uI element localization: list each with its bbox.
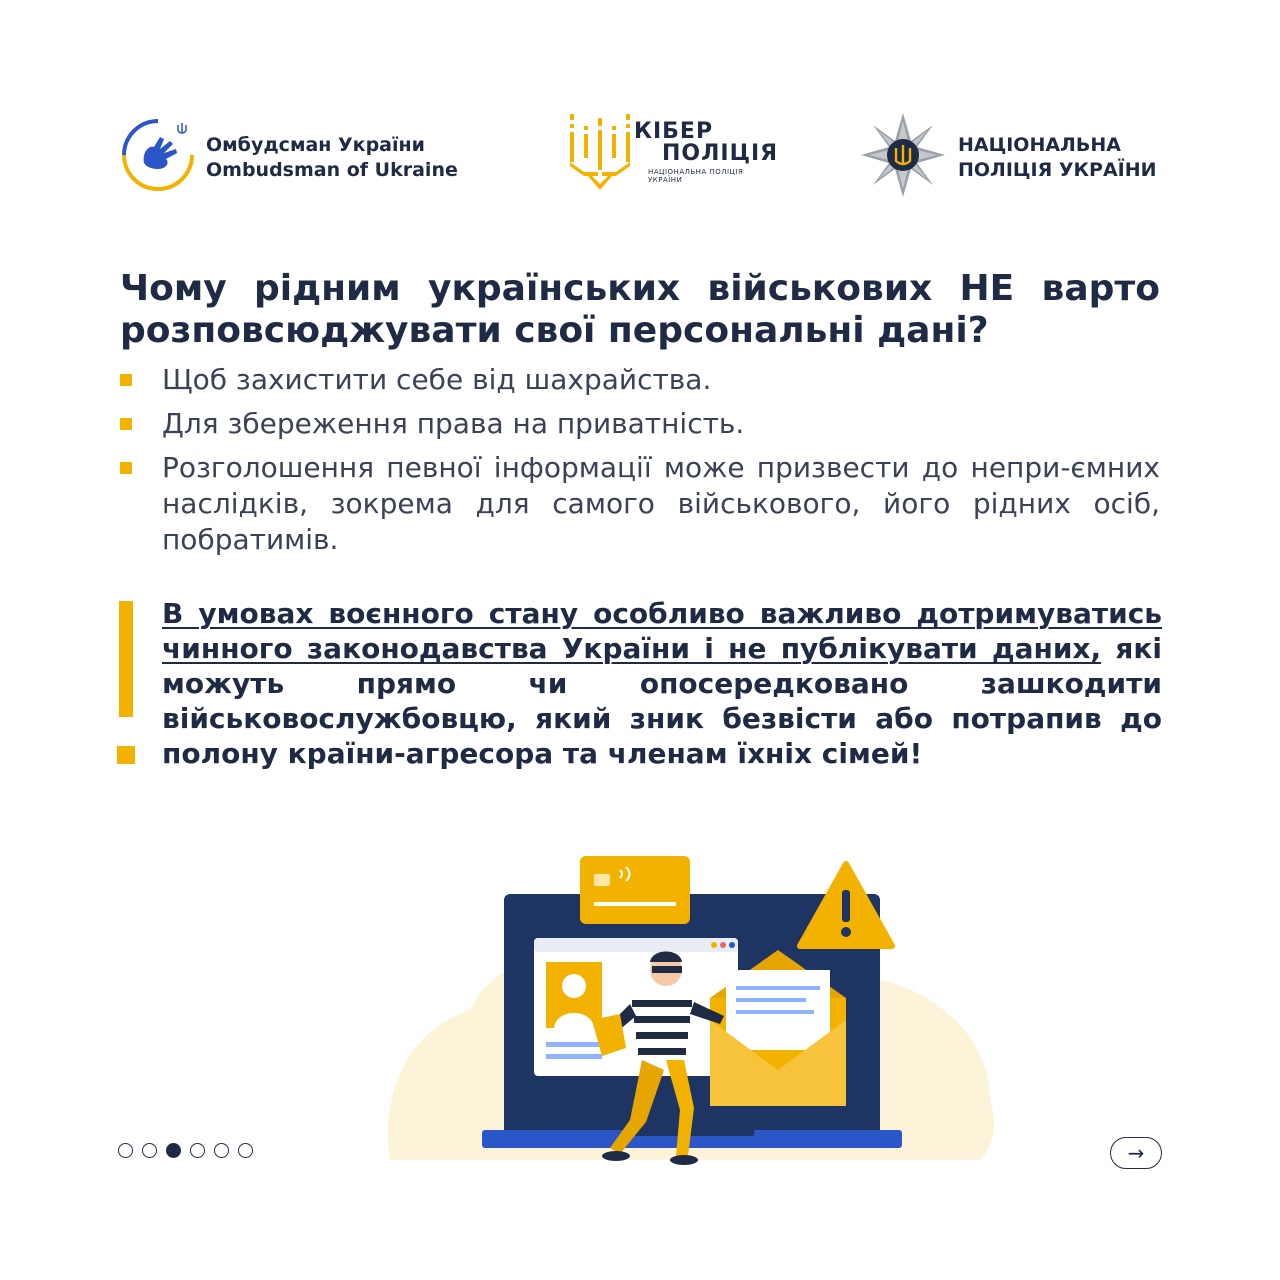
police-name-line1: НАЦІОНАЛЬНА: [958, 134, 1121, 156]
bullet-square-icon: [120, 462, 132, 474]
pagination-dot[interactable]: [166, 1143, 181, 1158]
next-page-button[interactable]: [1110, 1137, 1162, 1169]
credit-card-icon: [580, 856, 690, 924]
pagination-dot[interactable]: [118, 1143, 133, 1158]
pagination-dot[interactable]: [190, 1143, 205, 1158]
bullet-square-icon: [120, 418, 132, 430]
kiber-subtitle-2: УКРАЇНИ: [648, 176, 683, 184]
ombudsman-name-ua: Омбудсман України: [206, 134, 425, 156]
reasons-list: [120, 362, 1160, 566]
bullet-square-icon: [120, 374, 132, 386]
list-item: Розголошення певної інформації може призвести до непри-ємних наслідків, зокрема для самого військового, його рідних осіб, побратимів.: [120, 450, 1160, 558]
page-title: Чому рідним українських військових НЕ варто розповсюджувати свої персональні дані?: [120, 268, 1160, 351]
national-police-logo-text: [958, 133, 1157, 183]
police-name-line2: ПОЛІЦІЯ УКРАЇНИ: [958, 159, 1157, 181]
ombudsman-name-en: Ombudsman of Ukraine: [206, 159, 458, 181]
pagination-dot[interactable]: [142, 1143, 157, 1158]
kiberpolice-logo: [568, 112, 632, 196]
exclamation-dot-icon: [117, 746, 135, 764]
national-police-logo: [860, 112, 946, 202]
arrow-right-icon: →: [1127, 1141, 1145, 1165]
police-word: ПОЛІЦІЯ: [662, 141, 779, 166]
exclamation-bar-icon: [119, 601, 133, 717]
kiberpolice-trident-icon: [568, 112, 632, 192]
pagination-dot[interactable]: [214, 1143, 229, 1158]
list-item: Для збереження права на приватність.: [120, 406, 1160, 442]
list-item: Щоб захистити себе від шахрайства.: [120, 362, 1160, 398]
warning-rest: які можуть прямо чи опосередковано зашкодити військовослужбовцю, який зник безвісти або потрапив до полону країни-агресора та членам їхніх сімей!: [162, 632, 1162, 770]
kiberpolice-logo-text: [634, 121, 778, 184]
ombudsman-logo: [120, 117, 196, 197]
kiber-subtitle-1: НАЦІОНАЛЬНА ПОЛІЦІЯ: [648, 168, 744, 176]
hacker-laptop-illustration: [380, 830, 1020, 1180]
ombudsman-logo-text: [206, 133, 458, 183]
pagination-dot[interactable]: [238, 1143, 253, 1158]
kiber-word: КІБЕР: [634, 119, 714, 144]
ombudsman-emblem-icon: [120, 117, 196, 193]
police-star-badge-icon: [860, 112, 946, 198]
warning-text: [162, 596, 1162, 771]
pagination-dots: [118, 1143, 253, 1158]
warning-underlined: В умовах воєнного стану особливо важливо дотримуватись чинного законодавства України і не публікувати даних,: [162, 597, 1162, 665]
